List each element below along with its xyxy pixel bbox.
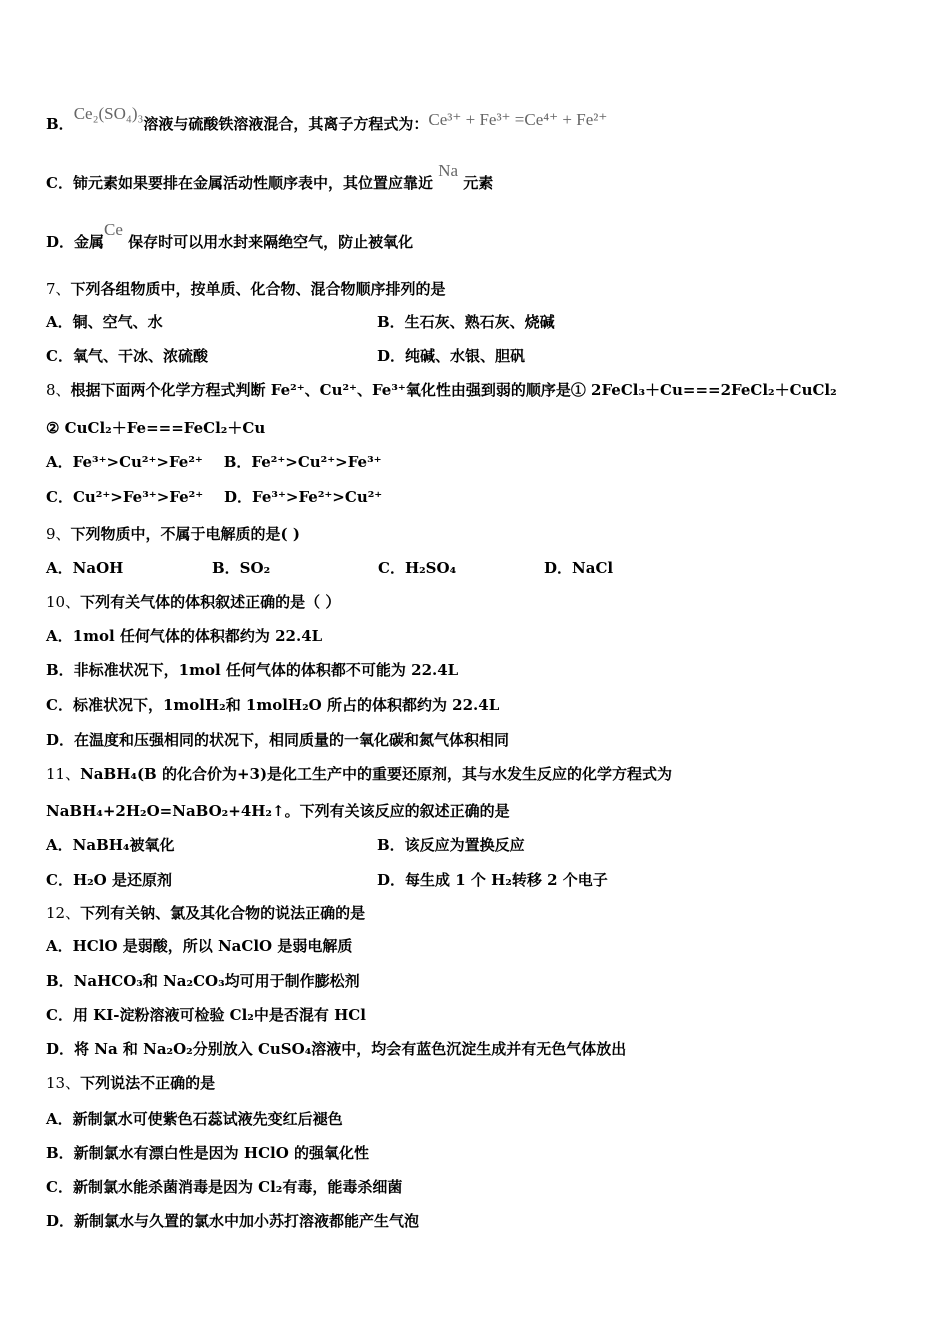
q9-stem: [46, 524, 300, 544]
q8-options-ab: A．Fe³⁺>Cu²⁺>Fe²⁺ B．Fe²⁺>Cu²⁺>Fe³⁺: [46, 453, 382, 471]
option-text: 金属: [74, 233, 105, 251]
option-text: 溶液与硫酸铁溶液混合，其离子方程式为：: [143, 115, 429, 133]
q12-option-a: A．HClO 是弱酸，所以 NaClO 是弱电解质: [46, 937, 353, 955]
q13-stem: [46, 1073, 215, 1093]
formula: Ce₂(SO₄)₃: [73, 104, 144, 123]
option-label: D．: [46, 233, 75, 251]
option-d: D．NaCl: [544, 559, 614, 577]
q12-option-b: B．NaHCO₃和 Na₂CO₃均可用于制作膨松剂: [46, 972, 360, 990]
q12-option-c: C．用 KI-淀粉溶液可检验 Cl₂中是否混有 HCl: [46, 1006, 366, 1024]
q8-options-cd: C．Cu²⁺>Fe³⁺>Fe²⁺ D．Fe³⁺>Fe²⁺>Cu²⁺: [46, 488, 383, 506]
q10-option-c: C．标准状况下，1molH₂和 1molH₂O 所占的体积都约为 22.4L: [46, 696, 500, 714]
q11-option-d: D．每生成 1 个 H₂转移 2 个电子: [377, 871, 608, 889]
q11-option-b: B．该反应为置换反应: [377, 836, 525, 854]
q10-option-d: D．在温度和压强相同的状况下，相同质量的一氧化碳和氮气体积相同: [46, 731, 510, 749]
question-number: 9、: [46, 525, 71, 543]
q12-stem: [46, 903, 365, 923]
q6-option-c: [46, 161, 494, 193]
q6-option-d: [46, 220, 414, 252]
option-label: B．: [46, 115, 74, 133]
question-text: 下列有关气体的体积叙述正确的是（ ）: [80, 593, 341, 611]
q10-option-a: A．1mol 任何气体的体积都约为 22.4L: [46, 627, 323, 645]
q7-option-b: B．生石灰、熟石灰、烧碱: [377, 313, 555, 331]
q13-option-b: B．新制氯水有漂白性是因为 HClO 的强氧化性: [46, 1144, 369, 1162]
q13-option-c: C．新制氯水能杀菌消毒是因为 Cl₂有毒，能毒杀细菌: [46, 1178, 403, 1196]
q10-option-b: B．非标准状况下，1mol 任何气体的体积都不可能为 22.4L: [46, 661, 459, 679]
formula: Na: [438, 161, 459, 180]
q7-option-c: C．氧气、干冰、浓硫酸: [46, 347, 208, 365]
option-c: C．H₂SO₄: [378, 559, 457, 577]
q9-options: [46, 558, 710, 578]
question-number: 8、: [46, 381, 71, 399]
q13-option-d: D．新制氯水与久置的氯水中加小苏打溶液都能产生气泡: [46, 1212, 420, 1230]
question-number: 12、: [46, 904, 81, 922]
equation: Ce³⁺ + Fe³⁺ =Ce⁴⁺ + Fe²⁺: [428, 110, 608, 129]
question-number: 10、: [46, 593, 81, 611]
question-text: 下列物质中，不属于电解质的是( ): [70, 525, 300, 543]
q7-option-a: A．铜、空气、水: [46, 313, 163, 331]
q8-stem-line2: ② CuCl₂＋Fe===FeCl₂＋Cu: [46, 419, 266, 437]
question-text: 下列说法不正确的是: [80, 1074, 216, 1092]
q11-option-c: C．H₂O 是还原剂: [46, 871, 172, 889]
q13-option-a: A．新制氯水可使紫色石蕊试液先变红后褪色: [46, 1110, 343, 1128]
q11-stem-line2: NaBH₄+2H₂O=NaBO₂+4H₂↑。下列有关该反应的叙述正确的是: [46, 802, 510, 820]
option-label: C．: [46, 174, 73, 192]
q10-stem: [46, 592, 340, 612]
question-text: 下列各组物质中，按单质、化合物、混合物顺序排列的是: [70, 280, 446, 298]
question-number: 11、: [46, 765, 81, 783]
question-number: 7、: [46, 280, 71, 298]
option-text: 元素: [463, 174, 494, 192]
q12-option-d: D．将 Na 和 Na₂O₂分别放入 CuSO₄溶液中，均会有蓝色沉淀生成并有无色气体放出: [46, 1040, 627, 1058]
formula: Ce: [104, 220, 123, 239]
option-a: A．NaOH: [46, 559, 124, 577]
q7-option-d: D．纯碱、水银、胆矾: [377, 347, 526, 365]
q7-stem: [46, 279, 446, 299]
question-number: 13、: [46, 1074, 81, 1092]
option-text: 铈元素如果要排在金属活动性顺序表中，其位置应靠近: [72, 174, 433, 192]
question-text: NaBH₄(B 的化合价为+3)是化工生产中的重要还原剂，其与水发生反应的化学方程式为: [80, 765, 673, 783]
q11-option-a: A．NaBH₄被氧化: [46, 836, 175, 854]
question-text: 根据下面两个化学方程式判断 Fe²⁺、Cu²⁺、Fe³⁺氧化性由强到弱的顺序是① 2FeCl₃＋Cu===2FeCl₂＋CuCl₂: [70, 381, 837, 399]
question-text: 下列有关钠、氯及其化合物的说法正确的是: [80, 904, 366, 922]
option-text: 保存时可以用水封来隔绝空气，防止被氧化: [128, 233, 414, 251]
q6-option-b: [46, 104, 608, 134]
q8-stem: [46, 380, 837, 400]
q11-stem: [46, 764, 672, 784]
option-b: B．SO₂: [212, 559, 271, 577]
